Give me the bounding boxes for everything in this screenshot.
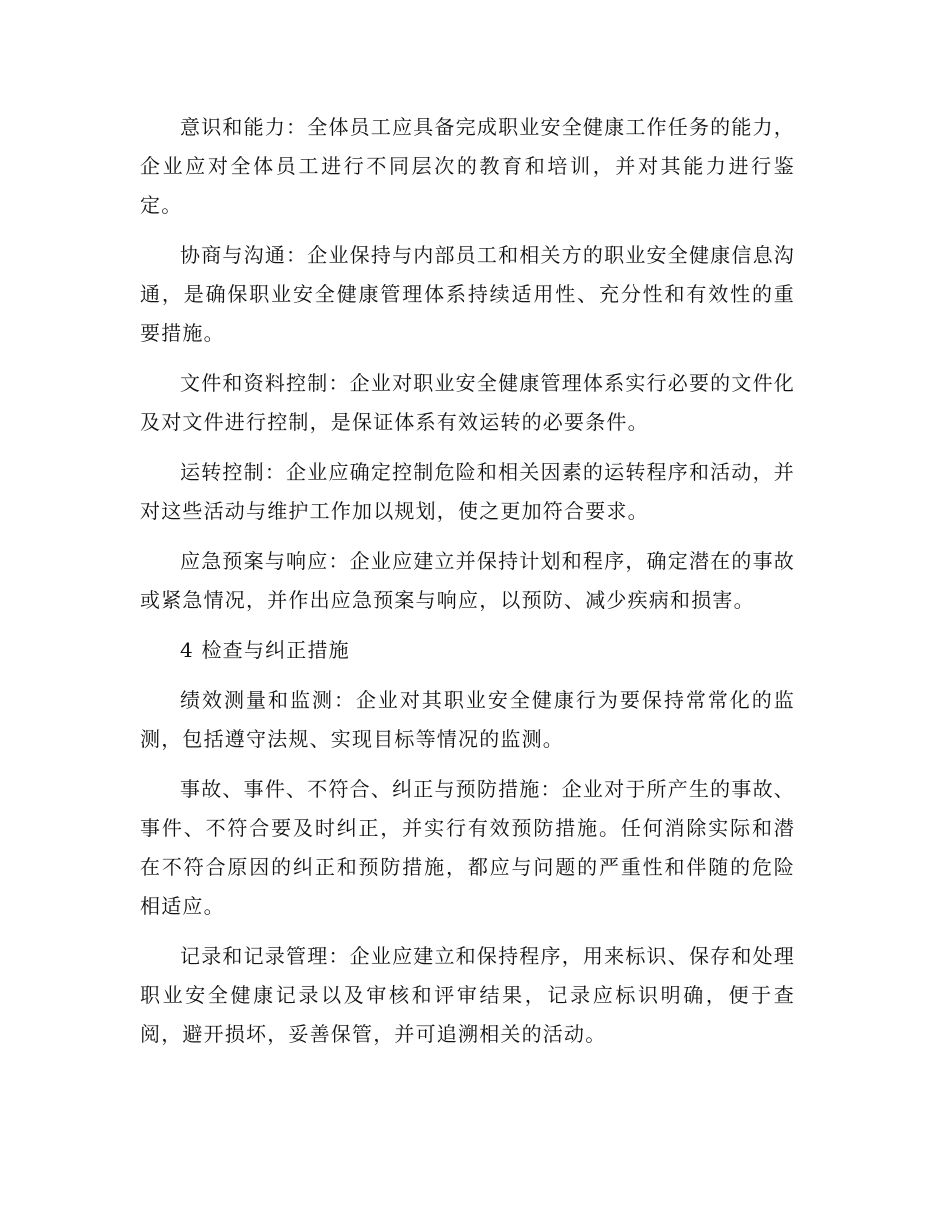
paragraph-emergency-response: 应急预案与响应：企业应建立并保持计划和程序，确定潜在的事故或紧急情况，并作出应急预案与响应，以预防、减少疾病和损害。 [140, 549, 795, 612]
paragraph-document-control: 文件和资料控制：企业对职业安全健康管理体系实行必要的文件化及对文件进行控制，是保证体系有效运转的必要条件。 [140, 371, 795, 434]
paragraph-records-management: 记录和记录管理：企业应建立和保持程序，用来标识、保存和处理职业安全健康记录以及审核和评审结果，记录应标识明确，便于查阅，避开损坏，妥善保管，并可追溯相关的活动。 [140, 944, 795, 1046]
section-heading: 4 检查与纠正措施 [180, 638, 350, 662]
paragraph-awareness-competence: 意识和能力：全体员工应具备完成职业安全健康工作任务的能力，企业应对全体员工进行不同层次的教育和培训，并对其能力进行鉴定。 [140, 115, 795, 217]
paragraph-consultation-communication: 协商与沟通：企业保持与内部员工和相关方的职业安全健康信息沟通，是确保职业安全健康管理体系持续适用性、充分性和有效性的重要措施。 [140, 243, 795, 345]
paragraph-operational-control: 运转控制：企业应确定控制危险和相关因素的运转程序和活动，并对这些活动与维护工作加以规划，使之更加符合要求。 [140, 460, 795, 523]
paragraph-incident-corrective-action: 事故、事件、不符合、纠正与预防措施：企业对于所产生的事故、事件、不符合要及时纠正，并实行有效预防措施。任何消除实际和潜在不符合原因的纠正和预防措施，都应与问题的严重性和伴随的危险相适应。 [140, 777, 795, 918]
document-body [140, 108, 795, 1065]
paragraph-performance-monitoring: 绩效测量和监测：企业对其职业安全健康行为要保持常常化的监测，包括遵守法规、实现目标等情况的监测。 [140, 688, 795, 751]
